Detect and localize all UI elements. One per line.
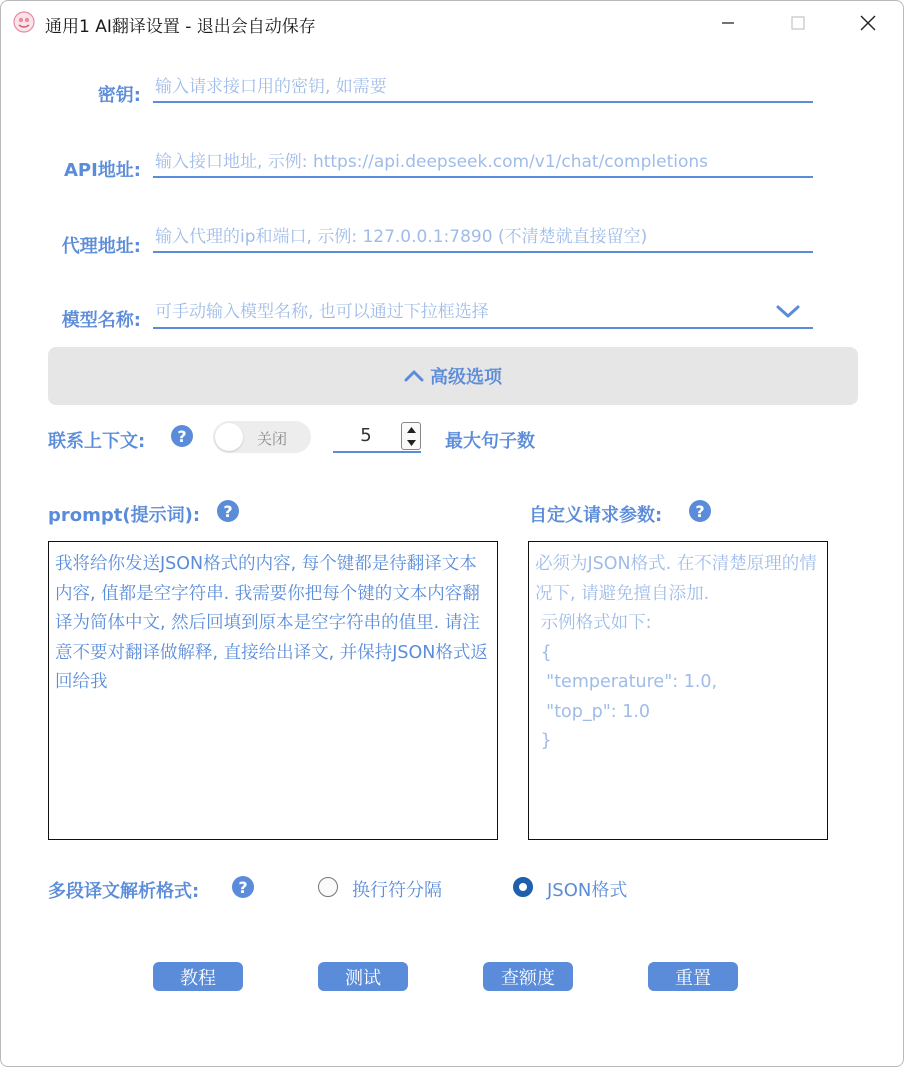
key-field-wrap [153, 73, 813, 103]
prompt-textarea[interactable]: 我将给你发送JSON格式的内容, 每个键都是待翻译文本内容, 值都是空字符串. 我需要你把每个键的文本内容翻译为简体中文, 然后回填到原本是空字符串的值里. 请注意不要对翻译做解释, 直接给出译文, 并保持JSON格式返回给我 [48, 541, 498, 840]
model-dropdown-button[interactable] [763, 296, 813, 329]
parse-format-help-icon[interactable]: ? [232, 876, 254, 898]
close-icon [860, 15, 876, 31]
max-sentences-label: 最大句子数 [445, 431, 535, 452]
model-label: 模型名称: [61, 310, 141, 331]
params-help-icon[interactable]: ? [689, 500, 711, 522]
radio-newline[interactable] [318, 877, 338, 897]
triangle-up-icon [407, 427, 416, 433]
model-combo [153, 296, 763, 329]
params-textarea[interactable]: 必须为JSON格式. 在不清楚原理的情况下, 请避免擅自添加. 示例格式如下: { "temperature": 1.0, "top_p": 1.0 } [528, 541, 828, 840]
max-sentences-spinbox [333, 421, 421, 453]
spin-up-button[interactable] [402, 423, 420, 436]
tutorial-button[interactable]: 教程 [153, 962, 243, 991]
prompt-label: prompt(提示词): [48, 505, 201, 526]
maximize-button[interactable] [771, 1, 825, 45]
title-bar [1, 1, 903, 45]
minimize-icon [721, 16, 735, 30]
context-help-icon[interactable]: ? [171, 425, 193, 447]
proxy-input[interactable] [153, 223, 817, 251]
test-button[interactable]: 测试 [318, 962, 408, 991]
radio-json[interactable] [513, 877, 533, 897]
toggle-label: 关闭 [257, 430, 288, 448]
triangle-down-icon [407, 440, 416, 446]
api-label: API地址: [63, 160, 141, 181]
chevron-down-icon [776, 305, 800, 319]
context-label: 联系上下文: [48, 431, 146, 452]
params-label: 自定义请求参数: [529, 505, 663, 526]
window-title: 通用1 AI翻译设置 - 退出会自动保存 [45, 17, 316, 37]
app-logo-icon [13, 11, 35, 33]
radio-newline-label[interactable]: 换行符分隔 [352, 880, 442, 901]
key-label: 密钥: [97, 85, 141, 106]
api-input[interactable] [153, 148, 817, 176]
key-input[interactable] [153, 73, 817, 101]
advanced-options-label: 高级选项 [430, 367, 502, 388]
minimize-button[interactable] [701, 1, 755, 45]
maximize-icon [791, 16, 805, 30]
model-input[interactable] [153, 296, 767, 327]
reset-button[interactable]: 重置 [648, 962, 738, 991]
spin-arrows [401, 422, 421, 450]
toggle-knob [215, 423, 243, 451]
api-field-wrap [153, 148, 813, 178]
radio-json-label[interactable]: JSON格式 [547, 880, 628, 901]
context-toggle[interactable] [213, 421, 311, 453]
advanced-options-toggle[interactable] [48, 347, 858, 405]
prompt-help-icon[interactable]: ? [217, 500, 239, 522]
proxy-field-wrap [153, 223, 813, 253]
proxy-label: 代理地址: [61, 236, 141, 257]
check-quota-button[interactable]: 查额度 [483, 962, 573, 991]
max-sentences-value[interactable]: 5 [360, 425, 372, 446]
close-button[interactable] [841, 1, 895, 45]
chevron-up-icon [404, 369, 424, 383]
parse-format-label: 多段译文解析格式: [48, 881, 200, 902]
spin-down-button[interactable] [402, 436, 420, 449]
